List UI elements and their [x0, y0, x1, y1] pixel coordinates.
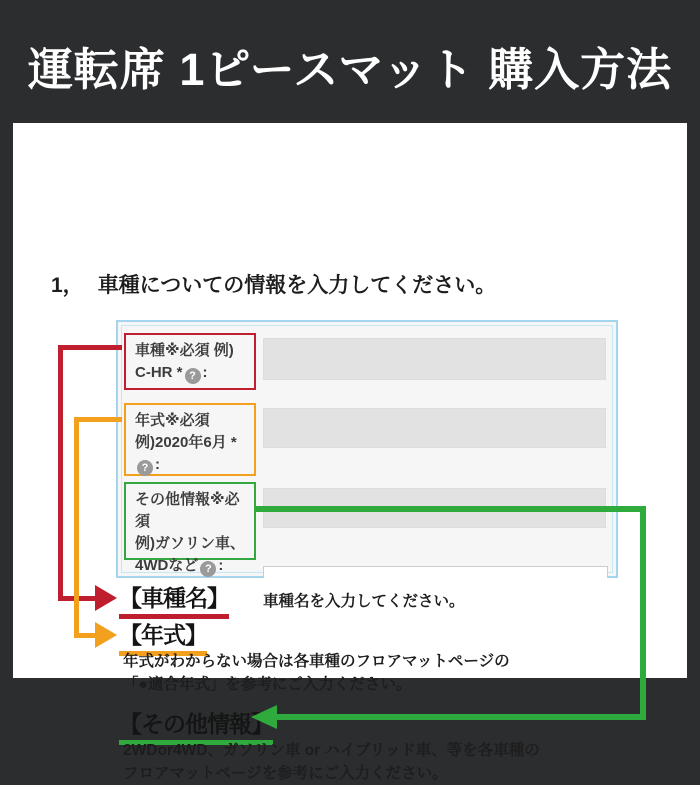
car-model-label-line2: C-HR * ? :: [135, 364, 208, 382]
orange-arrowhead-icon: [95, 622, 117, 648]
other-info-note-line2: フロアマットページを参考にご入力ください。: [123, 765, 448, 782]
annotation-body-other-info: [123, 739, 540, 785]
page-title: 運転席 1ピースマット 購入方法: [27, 44, 673, 95]
red-arrowhead-icon: [95, 585, 117, 611]
annotation-heading-other-info: 【その他情報】: [119, 706, 273, 745]
model-year-label-line2: 例)2020年6月 *: [135, 434, 237, 451]
orange-arrow-segment-top: [74, 417, 122, 422]
annotation-heading-car-model: 【車種名】: [119, 580, 229, 619]
help-icon[interactable]: ?: [200, 561, 216, 577]
partial-input-field[interactable]: [263, 566, 608, 578]
green-arrow-segment-vertical: [640, 506, 646, 720]
field-label-car-model: [124, 333, 256, 390]
model-year-label-line1: 年式※必須: [135, 412, 210, 429]
green-arrow-segment-top: [256, 506, 646, 512]
car-model-label-line1: 車種※必須 例): [135, 342, 234, 359]
annotation-text-car-model: 車種名を入力してください。: [263, 593, 465, 610]
model-year-input[interactable]: [263, 408, 606, 448]
annotation-heading-model-year: 【年式】: [119, 617, 207, 656]
model-year-label-line3: ? :: [135, 454, 247, 476]
green-arrowhead-icon: [251, 705, 277, 729]
other-info-note-line1: 2WDor4WD、ガソリン車 or ハイブリッド車、等を各車種の: [123, 742, 540, 759]
red-arrow-segment-vertical: [58, 345, 63, 601]
red-arrow-segment-top: [58, 345, 122, 350]
model-year-note-line1: 年式がわからない場合は各車種のフロアマットページの: [123, 653, 510, 670]
vehicle-form: [116, 320, 618, 578]
other-info-label-line2: 例)ガソリン車、: [135, 535, 245, 552]
car-model-input[interactable]: [263, 338, 606, 380]
step-text: 車種についての情報を入力してください。: [97, 274, 497, 297]
field-label-other-info: [124, 482, 256, 575]
other-info-label-line1: その他情報※必須: [135, 491, 240, 530]
content-panel: [13, 123, 687, 782]
step-number: 1，: [51, 274, 84, 297]
help-icon[interactable]: ?: [185, 368, 201, 384]
orange-arrow-segment-bottom: [74, 633, 97, 638]
field-label-model-year: [124, 403, 256, 476]
orange-arrow-segment-vertical: [74, 417, 79, 638]
green-arrow-segment-bottom: [277, 714, 646, 720]
model-year-note-line2: 「●適合年式」を参考にご入力ください。: [123, 676, 412, 693]
other-info-label-line3: 4WDなど ? :: [135, 557, 224, 575]
annotation-body-model-year: [123, 650, 510, 696]
step-heading: [51, 269, 496, 299]
help-icon[interactable]: ?: [137, 460, 153, 476]
